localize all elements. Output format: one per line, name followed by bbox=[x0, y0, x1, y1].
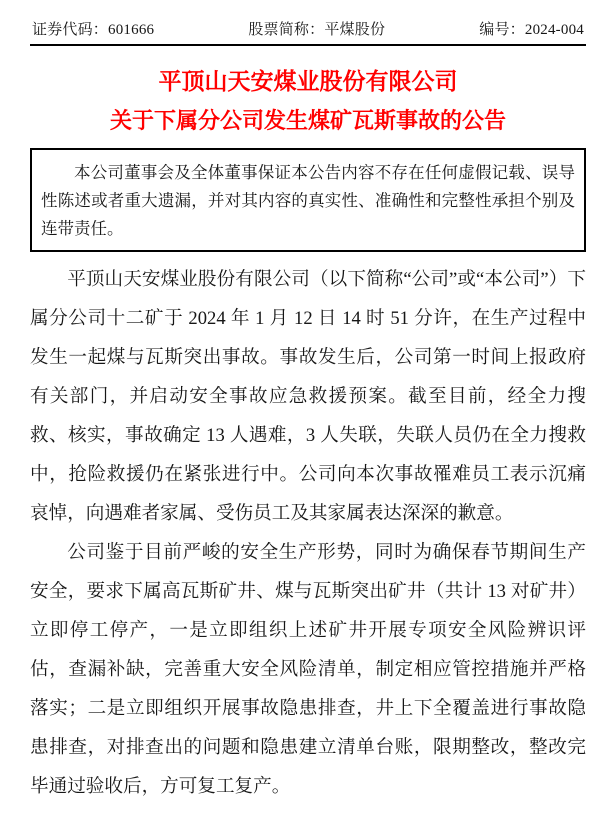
disclaimer-text: 本公司董事会及全体董事保证本公告内容不存在任何虚假记载、误导性陈述或者重大遗漏，并对其内容的真实性、准确性和完整性承担个别及连带责任。 bbox=[41, 162, 575, 238]
disclaimer-box bbox=[30, 148, 586, 252]
stock-code-label: 证券代码： bbox=[32, 22, 109, 38]
stock-name-value: 平煤股份 bbox=[324, 22, 386, 38]
stock-code-value: 601666 bbox=[108, 22, 155, 38]
doc-number bbox=[479, 18, 584, 39]
body-paragraph-1: 平顶山天安煤业股份有限公司（以下简称“公司”或“本公司”）下属分公司十二矿于 2024 年 1 月 12 日 14 时 51 分许，在生产过程中发生一起煤与瓦斯突出事故。事故发生后，公司第一时间上报政府有关部门，并启动安全事故应急救援预案。截至目前，经全力搜救、核实，事故确定 13 人遇难，3 人失联，失联人员仍在全力搜救中，抢险救援仍在紧张进行中。公司向本次事故罹难员工表示沉痛哀悼，向遇难者家属、受伤员工及其家属表达深深的歉意。 bbox=[30, 268, 586, 524]
doc-number-label: 编号： bbox=[479, 22, 525, 38]
document-header bbox=[30, 12, 586, 46]
body-paragraph-2: 公司鉴于目前严峻的安全生产形势，同时为确保春节期间生产安全，要求下属高瓦斯矿井、煤与瓦斯突出矿井（共计 13 对矿井）立即停工停产，一是立即组织上述矿井开展专项安全风险辨识评估，查漏补缺，完善重大安全风险清单，制定相应管控措施并严格落实；二是立即组织开展事故隐患排查，井上下全覆盖进行事故隐患排查，对排查出的问题和隐患建立清单台账，限期整改，整改完毕通过验收后，方可复工复产。 bbox=[30, 541, 586, 797]
announcement-body bbox=[30, 260, 586, 806]
doc-number-value: 2024-004 bbox=[524, 22, 584, 38]
announcement-title: 关于下属分公司发生煤矿瓦斯事故的公告 bbox=[109, 108, 506, 134]
stock-name-label: 股票简称： bbox=[248, 22, 325, 38]
stock-code bbox=[32, 18, 154, 39]
stock-name bbox=[248, 18, 385, 39]
company-name-title: 平顶山天安煤业股份有限公司 bbox=[158, 68, 458, 94]
